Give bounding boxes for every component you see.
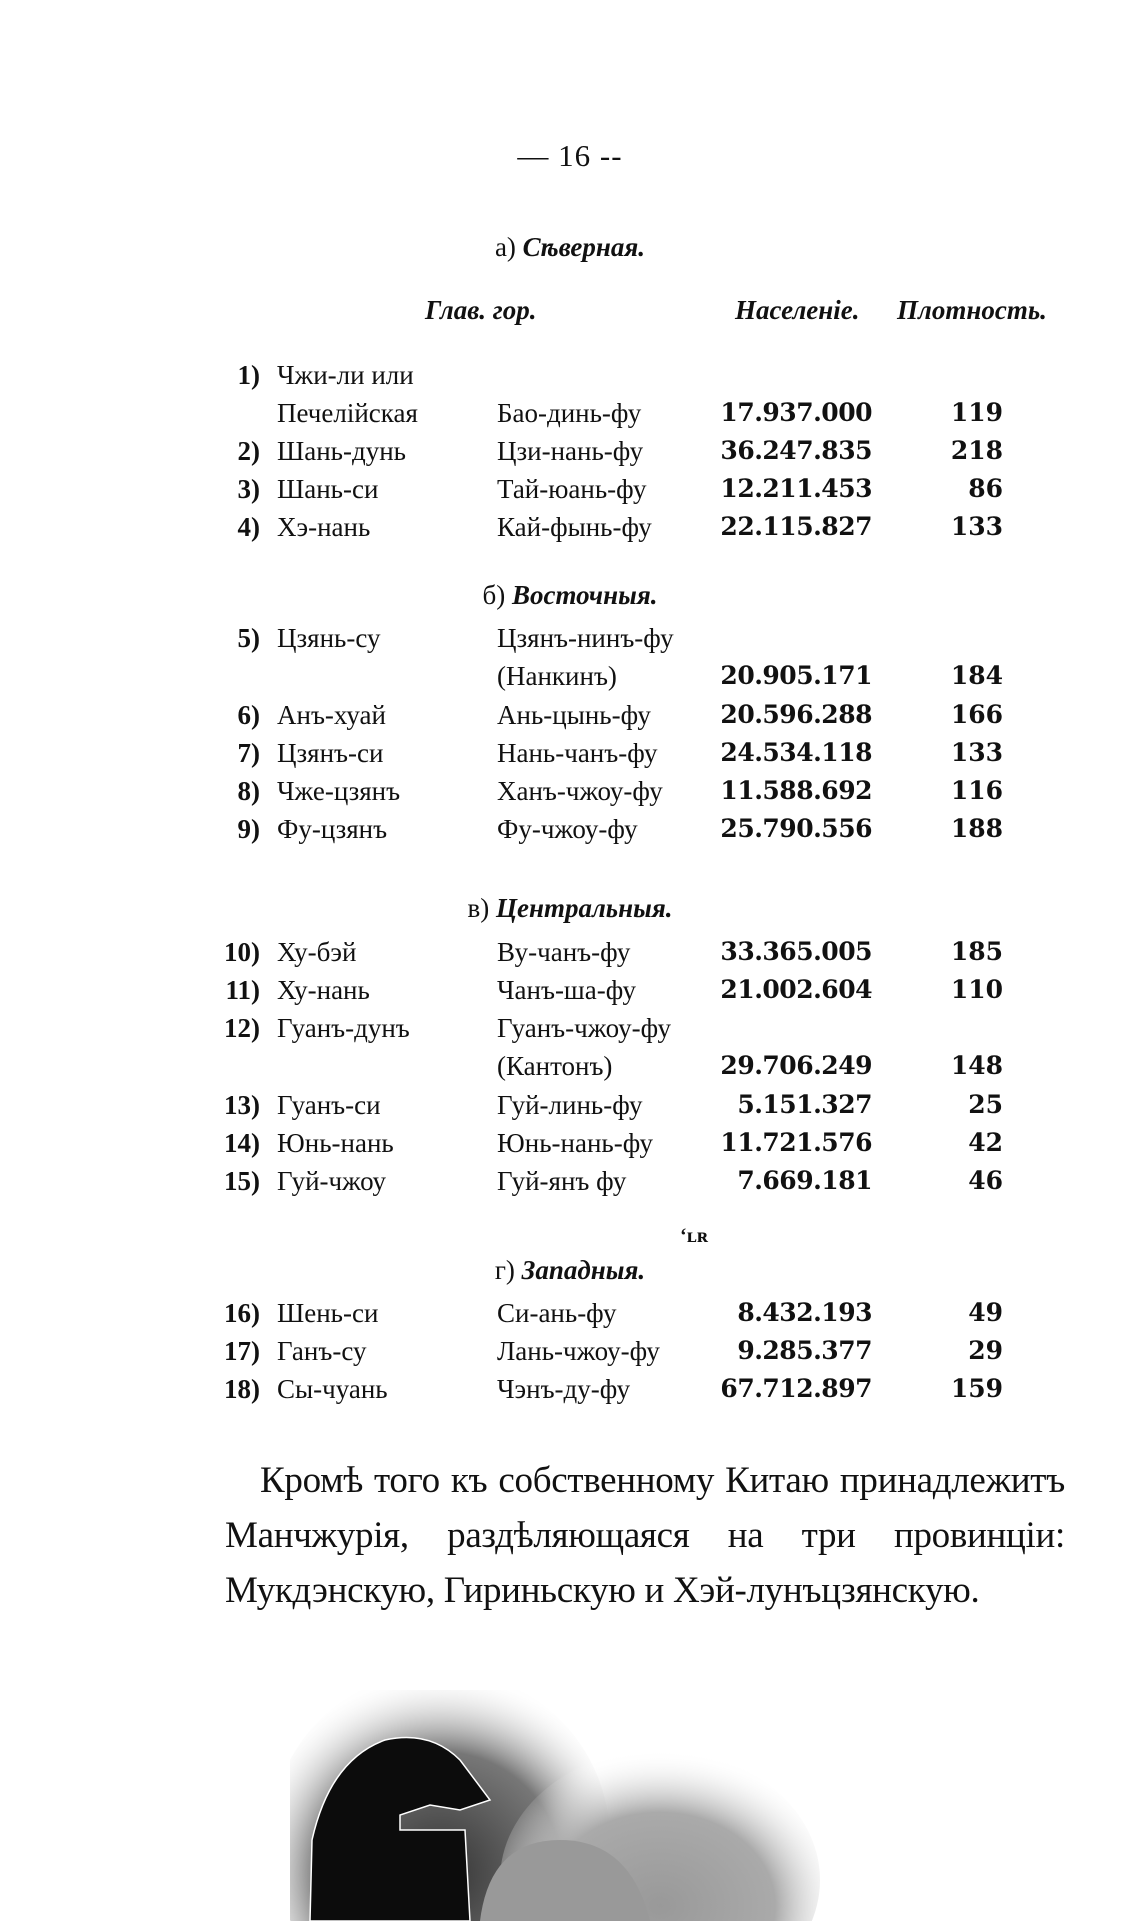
- capital-city: Гуй-линь-фу: [497, 1090, 643, 1120]
- density-value: 86: [968, 474, 1003, 503]
- table-row: [0, 700, 1140, 738]
- table-row: [0, 436, 1140, 474]
- density-value: 148: [950, 1051, 1003, 1080]
- province-name: Хэ-нань: [277, 512, 371, 542]
- province-name: Шень-си: [277, 1298, 379, 1328]
- table-row: [0, 1128, 1140, 1166]
- density-value: 188: [950, 814, 1003, 843]
- population-value: 36.247.835: [720, 436, 872, 465]
- province-name: Шань-си: [277, 474, 379, 504]
- row-number: 10): [224, 937, 260, 967]
- province-name: Юнь-нань: [277, 1128, 394, 1158]
- column-header-population: Населеніе.: [735, 295, 860, 325]
- section-name: Восточныя.: [511, 580, 658, 610]
- table-row: [0, 1090, 1140, 1128]
- row-number: 6): [237, 700, 260, 730]
- table-row: [0, 776, 1140, 814]
- density-value: 49: [968, 1298, 1003, 1327]
- capital-city: Бао-динь-фу: [497, 398, 642, 428]
- table-row: [0, 937, 1140, 975]
- population-value: 17.937.000: [720, 398, 872, 427]
- density-value: 110: [950, 975, 1003, 1004]
- row-number: 18): [224, 1374, 260, 1404]
- row-number: 14): [224, 1128, 260, 1158]
- row-number: 11): [225, 975, 260, 1005]
- table-row: [0, 398, 1140, 436]
- body-paragraph: Кромѣ того къ собственному Китаю принадлежитъ Манчжурія, раздѣляющаяся на три провинціи: Мукдэнскую, Гириньскую и Хэй-лунъцзянскую.: [225, 1460, 1065, 1611]
- row-number: 17): [224, 1336, 260, 1366]
- province-name: Гуй-чжоу: [277, 1166, 387, 1196]
- capital-city: Си-ань-фу: [497, 1298, 617, 1328]
- capital-city: Чэнъ-ду-фу: [497, 1374, 631, 1404]
- province-name: Ху-бэй: [277, 937, 357, 967]
- population-value: 12.211.453: [720, 474, 872, 503]
- capital-city: Ву-чанъ-фу: [497, 937, 631, 967]
- density-value: 185: [950, 937, 1003, 966]
- density-value: 46: [968, 1166, 1003, 1195]
- capital-city: Фу-чжоу-фу: [497, 814, 638, 844]
- row-number: 15): [224, 1166, 260, 1196]
- row-number: 13): [224, 1090, 260, 1120]
- population-value: 20.596.288: [720, 700, 872, 729]
- population-value: 8.432.193: [737, 1298, 872, 1327]
- density-value: 166: [950, 700, 1003, 729]
- population-value: 33.365.005: [720, 937, 872, 966]
- row-number: 5): [237, 623, 260, 653]
- scan-artifact-image: [290, 1690, 825, 1921]
- row-number: 1): [237, 360, 260, 390]
- table-row: [0, 474, 1140, 512]
- province-name: Печелійская: [277, 398, 418, 428]
- row-number: 12): [224, 1013, 260, 1043]
- table-row: [0, 1374, 1140, 1412]
- section-title-north: [0, 232, 1140, 263]
- capital-city: (Кантонъ): [497, 1051, 613, 1081]
- density-value: 29: [968, 1336, 1003, 1365]
- section-prefix: в): [467, 893, 490, 923]
- population-value: 11.721.576: [720, 1128, 872, 1157]
- province-name: Гуанъ-си: [277, 1090, 381, 1120]
- province-name: Чже-цзянъ: [277, 776, 401, 806]
- section-title-east: [0, 580, 1140, 611]
- population-value: 5.151.327: [737, 1090, 872, 1119]
- table-row: [0, 1051, 1140, 1089]
- capital-city: Кай-фынь-фу: [497, 512, 652, 542]
- province-name: Гуанъ-дунъ: [277, 1013, 410, 1043]
- table-row: [0, 738, 1140, 776]
- province-name: Цзянъ-си: [277, 738, 384, 768]
- section-prefix: б): [482, 580, 506, 610]
- row-number: 2): [237, 436, 260, 466]
- section-name: Центральныя.: [495, 893, 673, 923]
- table-row: [0, 1336, 1140, 1374]
- density-value: 25: [968, 1090, 1003, 1119]
- row-number: 9): [237, 814, 260, 844]
- capital-city: Тай-юань-фу: [497, 474, 647, 504]
- density-value: 133: [950, 512, 1003, 541]
- section-prefix: г): [494, 1255, 515, 1285]
- table-row: [0, 360, 1140, 398]
- capital-city: Цзи-нань-фу: [497, 436, 644, 466]
- section-prefix: а): [494, 232, 516, 262]
- population-value: 29.706.249: [720, 1051, 872, 1080]
- province-name: Ганъ-су: [277, 1336, 367, 1366]
- population-value: 11.588.692: [720, 776, 872, 805]
- stray-print-mark: ʻʟʀ: [680, 1225, 709, 1247]
- province-name: Цзянь-су: [277, 623, 381, 653]
- population-value: 25.790.556: [720, 814, 872, 843]
- population-value: 20.905.171: [720, 661, 872, 690]
- capital-city: Гуй-янъ фу: [497, 1166, 627, 1196]
- population-value: 7.669.181: [737, 1166, 872, 1195]
- province-name: Сы-чуань: [277, 1374, 388, 1404]
- table-row: [0, 1298, 1140, 1336]
- column-header-density: Плотность.: [897, 295, 1047, 325]
- row-number: 3): [237, 474, 260, 504]
- row-number: 8): [237, 776, 260, 806]
- section-name: Сѣверная.: [522, 232, 646, 262]
- row-number: 4): [237, 512, 260, 542]
- province-name: Ху-нань: [277, 975, 370, 1005]
- density-value: 116: [950, 776, 1003, 805]
- row-number: 7): [237, 738, 260, 768]
- capital-city: (Нанкинъ): [497, 661, 617, 691]
- section-name: Западныя.: [521, 1255, 646, 1285]
- population-value: 9.285.377: [737, 1336, 872, 1365]
- table-row: [0, 661, 1140, 699]
- section-title-central: [0, 893, 1140, 924]
- density-value: 184: [950, 661, 1003, 690]
- density-value: 159: [950, 1374, 1003, 1403]
- density-value: 133: [950, 738, 1003, 767]
- section-title-west: [0, 1255, 1140, 1286]
- province-name: Чжи-ли или: [277, 360, 414, 390]
- density-value: 119: [950, 398, 1003, 427]
- table-row: [0, 512, 1140, 550]
- column-header-capital: Глав. гор.: [425, 295, 537, 325]
- capital-city: Лань-чжоу-фу: [497, 1336, 660, 1366]
- capital-city: Цзянъ-нинъ-фу: [497, 623, 674, 653]
- province-name: Шань-дунь: [277, 436, 406, 466]
- row-number: 16): [224, 1298, 260, 1328]
- province-name: Фу-цзянъ: [277, 814, 388, 844]
- table-row: [0, 1166, 1140, 1204]
- density-value: 218: [950, 436, 1003, 465]
- density-value: 42: [968, 1128, 1003, 1157]
- province-name: Анъ-хуай: [277, 700, 386, 730]
- capital-city: Ань-цынь-фу: [497, 700, 651, 730]
- table-row: [0, 623, 1140, 661]
- population-value: 24.534.118: [720, 738, 872, 767]
- table-row: [0, 814, 1140, 852]
- capital-city: Чанъ-ша-фу: [497, 975, 637, 1005]
- capital-city: Ханъ-чжоу-фу: [497, 776, 663, 806]
- capital-city: Гуанъ-чжоу-фу: [497, 1013, 671, 1043]
- capital-city: Юнь-нань-фу: [497, 1128, 654, 1158]
- page-number: — 16 --: [517, 138, 623, 173]
- table-row: [0, 1013, 1140, 1051]
- population-value: 67.712.897: [720, 1374, 872, 1403]
- table-row: [0, 975, 1140, 1013]
- population-value: 21.002.604: [720, 975, 872, 1004]
- capital-city: Нань-чанъ-фу: [497, 738, 658, 768]
- population-value: 22.115.827: [720, 512, 872, 541]
